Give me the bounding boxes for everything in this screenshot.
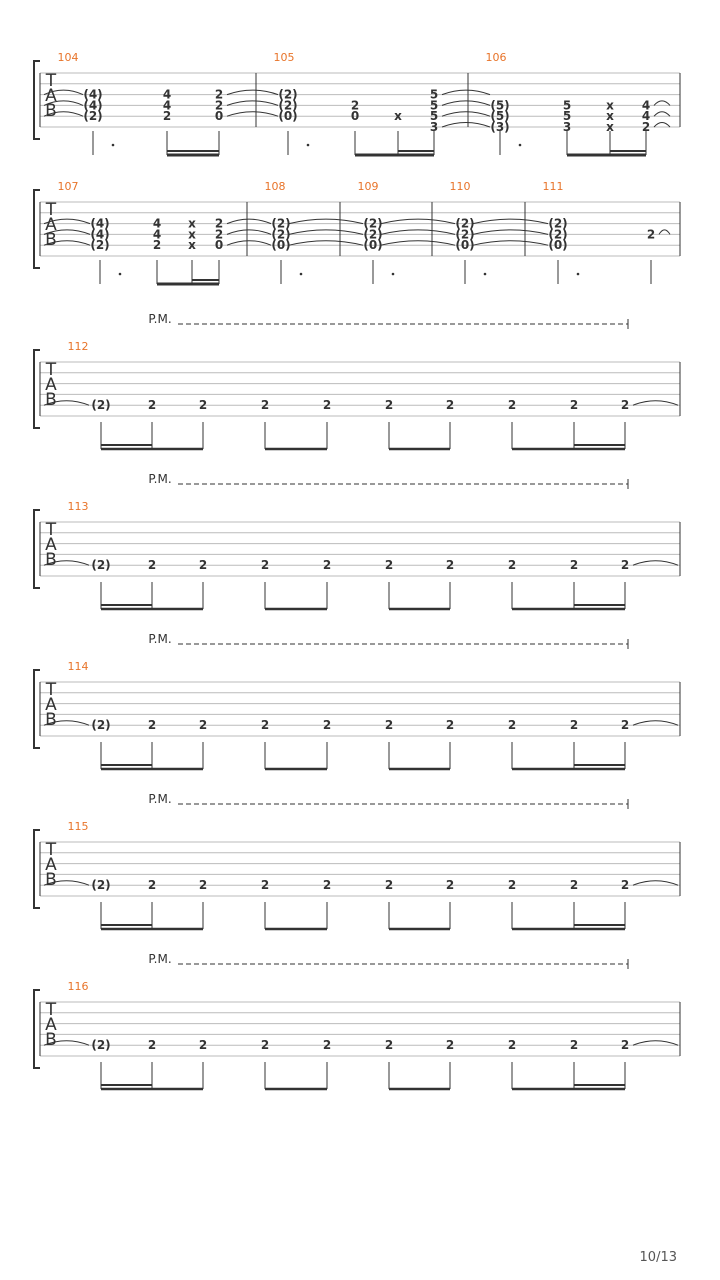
- fret-number: (2): [278, 87, 298, 102]
- fret-number: 2: [322, 398, 332, 413]
- fret-number: 2: [322, 558, 332, 573]
- fret-number: (2): [91, 558, 111, 573]
- fret-number: 2: [445, 558, 455, 573]
- fret-number: 2: [198, 878, 208, 893]
- fret-number: 2: [569, 1038, 579, 1053]
- fret-number: (2): [363, 227, 383, 242]
- fret-number: 5: [562, 109, 572, 124]
- measure-number: 105: [273, 51, 295, 64]
- fret-number: 3: [429, 120, 439, 134]
- tie-arc: [227, 230, 271, 235]
- fret-number: 2: [214, 216, 224, 231]
- fret-number: (2): [455, 216, 475, 231]
- fret-number: (2): [271, 216, 291, 231]
- fret-number: 2: [507, 878, 517, 893]
- fret-number: 2: [322, 1038, 332, 1053]
- dot: [119, 273, 122, 276]
- fret-number: 2: [260, 878, 270, 893]
- fret-number: 2: [214, 98, 224, 113]
- fret-number: 3: [562, 120, 572, 134]
- tab-clef-letter: A: [45, 375, 57, 395]
- fret-number: 5: [429, 109, 439, 124]
- tie-arc: [633, 1041, 678, 1046]
- system-bracket: [34, 670, 40, 748]
- fret-number: (2): [363, 216, 383, 231]
- tie-arc: [654, 101, 670, 106]
- dot: [392, 273, 395, 276]
- fret-number: 0: [350, 109, 360, 124]
- fret-number: 4: [152, 216, 162, 231]
- fret-number: (2): [91, 1038, 111, 1053]
- tie-arc: [227, 241, 271, 246]
- tab-clef-letter: T: [45, 520, 57, 540]
- fret-number: 2: [214, 87, 224, 102]
- fret-number: 2: [445, 718, 455, 733]
- fret-number: 2: [162, 109, 172, 124]
- fret-number: (0): [363, 238, 383, 253]
- fret-number: x: [394, 109, 402, 124]
- system-bracket: [34, 990, 40, 1068]
- tab-clef-letter: T: [45, 360, 57, 380]
- fret-number: 2: [620, 1038, 630, 1053]
- fret-number: (5): [490, 109, 510, 124]
- tie-arc: [654, 123, 670, 128]
- measure-number: 110: [449, 180, 471, 193]
- tab-system: [34, 472, 680, 609]
- tab-system: [34, 180, 680, 284]
- system-bracket: [34, 61, 40, 139]
- tie-arc: [633, 721, 678, 726]
- fret-number: 5: [429, 98, 439, 113]
- fret-number: 2: [507, 1038, 517, 1053]
- palm-mute-label: P.M.: [148, 792, 172, 806]
- fret-number: 2: [445, 398, 455, 413]
- fret-number: 2: [620, 558, 630, 573]
- fret-number: 2: [198, 558, 208, 573]
- tie-arc: [381, 230, 455, 235]
- tie-arc: [633, 881, 678, 886]
- fret-number: 2: [569, 878, 579, 893]
- fret-number: (2): [455, 227, 475, 242]
- fret-number: 4: [162, 87, 172, 102]
- fret-number: x: [606, 120, 614, 134]
- palm-mute-label: P.M.: [148, 632, 172, 646]
- page-number: 10/13: [639, 1250, 677, 1265]
- fret-number: x: [188, 216, 196, 231]
- tab-clef-letter: B: [45, 710, 57, 730]
- tab-system: [34, 952, 680, 1089]
- fret-number: (4): [83, 87, 103, 102]
- measure-number: 104: [57, 51, 79, 64]
- tab-clef-letter: T: [45, 1000, 57, 1020]
- tab-clef-letter: B: [45, 230, 57, 250]
- fret-number: (4): [90, 227, 110, 242]
- measure-number: 107: [57, 180, 79, 193]
- tab-clef-letter: A: [45, 215, 57, 235]
- fret-number: 2: [350, 98, 360, 113]
- fret-number: x: [188, 238, 196, 253]
- tab-clef-letter: T: [45, 680, 57, 700]
- fret-number: (2): [91, 878, 111, 893]
- fret-number: 2: [322, 718, 332, 733]
- tie-arc: [633, 401, 678, 406]
- fret-number: 2: [646, 227, 656, 242]
- fret-number: 2: [620, 398, 630, 413]
- tie-arc: [227, 112, 278, 117]
- fret-number: 2: [384, 718, 394, 733]
- measure-number: 115: [67, 820, 89, 833]
- tie-arc: [473, 219, 548, 224]
- tab-clef-letter: B: [45, 550, 57, 570]
- tab-clef-letter: B: [45, 101, 57, 121]
- fret-number: 2: [507, 398, 517, 413]
- measure-number: 112: [67, 340, 89, 353]
- measure-number: 109: [357, 180, 379, 193]
- tab-system: [34, 632, 680, 769]
- system-bracket: [34, 510, 40, 588]
- fret-number: (2): [83, 109, 103, 124]
- tie-arc: [289, 219, 363, 224]
- dot: [300, 273, 303, 276]
- fret-number: 2: [620, 718, 630, 733]
- fret-number: (2): [548, 216, 568, 231]
- dot: [112, 144, 115, 147]
- fret-number: (4): [83, 98, 103, 113]
- measure-number: 114: [67, 660, 89, 673]
- tie-arc: [227, 90, 278, 95]
- measure-number: 116: [67, 980, 89, 993]
- tie-arc: [659, 230, 670, 235]
- fret-number: 2: [384, 398, 394, 413]
- fret-number: 2: [569, 718, 579, 733]
- palm-mute-label: P.M.: [148, 472, 172, 486]
- dot: [519, 144, 522, 147]
- measure-number: 111: [542, 180, 564, 193]
- tab-system: [34, 51, 680, 155]
- fret-number: 2: [198, 1038, 208, 1053]
- fret-number: 4: [641, 109, 651, 124]
- tab-clef-letter: T: [45, 71, 57, 91]
- tie-arc: [633, 561, 678, 566]
- fret-number: (0): [455, 238, 475, 253]
- system-bracket: [34, 350, 40, 428]
- tie-arc: [473, 241, 548, 246]
- tie-arc: [227, 101, 278, 106]
- fret-number: (5): [490, 98, 510, 113]
- fret-number: 2: [322, 878, 332, 893]
- fret-number: 0: [214, 238, 224, 253]
- fret-number: 2: [260, 398, 270, 413]
- fret-number: 2: [198, 398, 208, 413]
- fret-number: 2: [152, 238, 162, 253]
- fret-number: 2: [147, 558, 157, 573]
- system-bracket: [34, 190, 40, 268]
- fret-number: 5: [429, 87, 439, 102]
- tab-system: [34, 312, 680, 449]
- fret-number: 2: [384, 1038, 394, 1053]
- tie-arc: [442, 123, 490, 128]
- fret-number: 2: [260, 558, 270, 573]
- tab-clef-letter: T: [45, 200, 57, 220]
- tab-clef-letter: A: [45, 855, 57, 875]
- fret-number: 2: [620, 878, 630, 893]
- fret-number: 2: [260, 1038, 270, 1053]
- fret-number: 2: [569, 398, 579, 413]
- tab-clef-letter: B: [45, 870, 57, 890]
- fret-number: 2: [147, 1038, 157, 1053]
- tab-clef-letter: T: [45, 840, 57, 860]
- tie-arc: [654, 112, 670, 117]
- fret-number: (0): [278, 109, 298, 124]
- fret-number: 2: [569, 558, 579, 573]
- measure-number: 106: [485, 51, 507, 64]
- fret-number: x: [606, 98, 614, 113]
- fret-number: 2: [260, 718, 270, 733]
- palm-mute-label: P.M.: [148, 312, 172, 326]
- fret-number: 2: [445, 1038, 455, 1053]
- fret-number: 4: [152, 227, 162, 242]
- tab-clef-letter: B: [45, 390, 57, 410]
- fret-number: 2: [384, 878, 394, 893]
- measure-number: 108: [264, 180, 286, 193]
- fret-number: 2: [507, 558, 517, 573]
- system-bracket: [34, 830, 40, 908]
- tie-arc: [473, 230, 548, 235]
- measure-number: 113: [67, 500, 89, 513]
- tab-clef-letter: A: [45, 695, 57, 715]
- fret-number: (2): [278, 98, 298, 113]
- fret-number: 2: [445, 878, 455, 893]
- tie-arc: [289, 241, 363, 246]
- tie-arc: [442, 101, 490, 106]
- tab-clef-letter: A: [45, 1015, 57, 1035]
- fret-number: 2: [507, 718, 517, 733]
- fret-number: 2: [214, 227, 224, 242]
- tie-arc: [381, 219, 455, 224]
- fret-number: 2: [641, 120, 651, 134]
- fret-number: (2): [90, 238, 110, 253]
- fret-number: (2): [548, 227, 568, 242]
- fret-number: (3): [490, 120, 510, 134]
- palm-mute-label: P.M.: [148, 952, 172, 966]
- tie-arc: [442, 90, 490, 95]
- dot: [484, 273, 487, 276]
- fret-number: (4): [90, 216, 110, 231]
- fret-number: 2: [147, 398, 157, 413]
- dot: [307, 144, 310, 147]
- fret-number: 4: [641, 98, 651, 113]
- fret-number: 5: [562, 98, 572, 113]
- tab-clef-letter: A: [45, 86, 57, 106]
- fret-number: x: [188, 227, 196, 242]
- fret-number: (2): [91, 398, 111, 413]
- tab-clef-letter: B: [45, 1030, 57, 1050]
- fret-number: 0: [214, 109, 224, 124]
- fret-number: 2: [147, 718, 157, 733]
- fret-number: 4: [162, 98, 172, 113]
- fret-number: 2: [384, 558, 394, 573]
- dot: [577, 273, 580, 276]
- tie-arc: [442, 112, 490, 117]
- tab-clef-letter: A: [45, 535, 57, 555]
- fret-number: 2: [198, 718, 208, 733]
- fret-number: (2): [91, 718, 111, 733]
- tie-arc: [289, 230, 363, 235]
- fret-number: (2): [271, 227, 291, 242]
- fret-number: x: [606, 109, 614, 124]
- fret-number: 2: [147, 878, 157, 893]
- tie-arc: [381, 241, 455, 246]
- fret-number: (0): [548, 238, 568, 253]
- tab-system: [34, 792, 680, 929]
- tie-arc: [227, 219, 271, 224]
- fret-number: (0): [271, 238, 291, 253]
